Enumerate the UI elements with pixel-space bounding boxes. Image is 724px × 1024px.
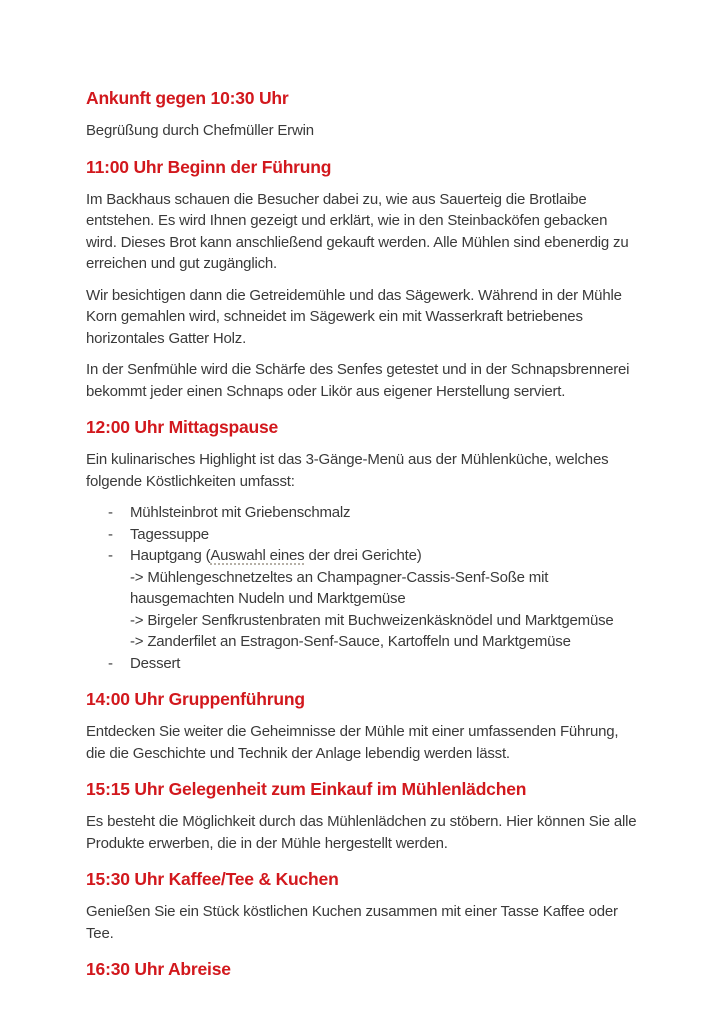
- section-coffee: [86, 867, 638, 944]
- paragraph-greeting: Begrüßung durch Chefmüller Erwin: [86, 122, 314, 139]
- menu-item-main-course: [86, 545, 638, 567]
- paragraph-group-tour: Entdecken Sie weiter die Geheimnisse der Mühle mit einer umfassenden Führung, die die Geschichte und Technik der Anlage lebendig werden lässt.: [86, 723, 619, 762]
- bullet-dash: -: [108, 525, 113, 543]
- main-course-options: [86, 567, 638, 653]
- section-shop: [86, 777, 638, 854]
- menu-option-geschnetzeltes: -> Mühlengeschnetzeltes an Champagner-Cassis-Senf-Soße mit hausgemachten Nudeln und Marktgemüse: [130, 568, 549, 607]
- paragraph-senfmuehle: In der Senfmühle wird die Schärfe des Senfes getestet und in der Schnapsbrennerei bekommt jeder einen Schnaps oder Likör aus eigener Herstellung serviert.: [86, 361, 630, 400]
- paragraph-saegewerk: Wir besichtigen dann die Getreidemühle und das Sägewerk. Während in der Mühle Korn gemahlen wird, schneidet im Sägewerk ein mit Wasserkraft betriebenes horizontales Gatter Holz.: [86, 286, 622, 347]
- section-heading-group-tour: 14:00 Uhr Gruppenführung: [86, 689, 305, 709]
- grammar-underlined-text: Auswahl eines: [210, 547, 305, 564]
- menu-item-text: Tagessuppe: [130, 525, 209, 543]
- section-heading-coffee: 15:30 Uhr Kaffee/Tee & Kuchen: [86, 869, 339, 889]
- menu-list: [86, 502, 638, 674]
- section-heading-lunch: 12:00 Uhr Mittagspause: [86, 417, 279, 437]
- bullet-dash: -: [108, 547, 113, 564]
- menu-item-text: [130, 547, 422, 564]
- section-heading-arrival: Ankunft gegen 10:30 Uhr: [86, 88, 289, 108]
- bullet-dash: -: [108, 504, 113, 521]
- paragraph-shop: Es besteht die Möglichkeit durch das Mühlenlädchen zu stöbern. Hier können Sie alle Produkte erwerben, die in der Mühle hergestellt werden.: [86, 813, 637, 852]
- main-course-prefix: Hauptgang (: [130, 547, 211, 564]
- section-arrival: [86, 86, 638, 142]
- section-lunch: [86, 415, 638, 674]
- section-heading-tour-start: 11:00 Uhr Beginn der Führung: [86, 156, 332, 177]
- main-course-suffix: der drei Gerichte): [304, 547, 422, 564]
- menu-item-text: Dessert: [130, 654, 181, 672]
- section-heading-shop: 15:15 Uhr Gelegenheit zum Einkauf im Mühlenlädchen: [86, 779, 527, 799]
- menu-option-senfkrustenbraten: -> Birgeler Senfkrustenbraten mit Buchweizenkäsknödel und Marktgemüse: [130, 611, 614, 629]
- menu-item-soup: [86, 524, 638, 546]
- section-heading-departure: 16:30 Uhr Abreise: [86, 959, 231, 979]
- menu-item-dessert: [86, 653, 638, 675]
- menu-item-text: Mühlsteinbrot mit Griebenschmalz: [130, 504, 351, 521]
- paragraph-menu-intro: Ein kulinarisches Highlight ist das 3-Gänge-Menü aus der Mühlenküche, welches folgende Köstlichkeiten umfasst:: [86, 451, 609, 490]
- section-tour-start: [86, 155, 638, 403]
- menu-item-bread: [86, 502, 638, 524]
- menu-option-zanderfilet: -> Zanderfilet an Estragon-Senf-Sauce, Kartoffeln und Marktgemüse: [130, 633, 571, 650]
- section-departure: [86, 957, 638, 981]
- paragraph-backhaus: Im Backhaus schauen die Besucher dabei zu, wie aus Sauerteig die Brotlaibe entstehen. Es wird Ihnen gezeigt und erklärt, wie in den Steinbacköfen gebacken wird. Dieses Brot kann anschließend gekauft werden. Alle Mühlen sind ebenerdig zu erreichen und gut zugänglich.: [86, 190, 629, 272]
- bullet-dash: -: [108, 654, 113, 672]
- paragraph-coffee: Genießen Sie ein Stück köstlichen Kuchen zusammen mit einer Tasse Kaffee oder Tee.: [86, 903, 618, 942]
- section-group-tour: [86, 687, 638, 764]
